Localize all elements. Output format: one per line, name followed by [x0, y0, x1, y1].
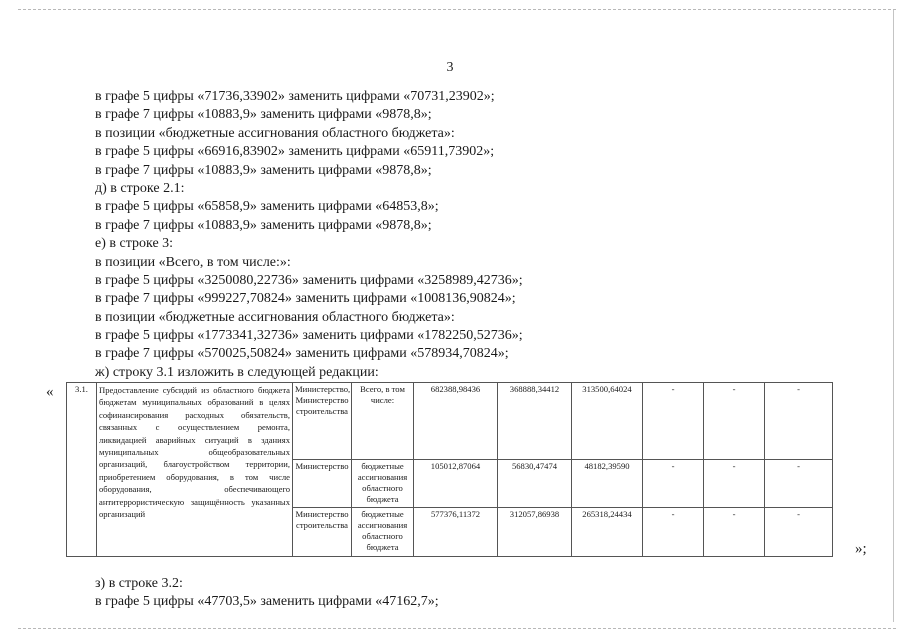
text-line: в позиции «Всего, в том числе:»: [95, 254, 291, 270]
funding-source-cell: Всего, в том числе: [352, 383, 414, 460]
value-cell: - [643, 508, 704, 557]
text-line: в графе 5 цифры «65858,9» заменить цифрами «64853,8»; [95, 199, 439, 215]
executor-cell: Министерство [293, 460, 352, 508]
measure-description-cell: Предоставление субсидий из областного бюджета бюджетам муниципальных образований в целях софинансирования расходных обязательств, связанных с осуществлением ремонта, ликвидацией аварийных ситуаций в зданиях муниципальных общеобразовательных организаций, благоустройством территории, приобретением оборудования, в том числе оборудования, обеспечивающего антитеррористическую защищённость указанных организаций [97, 383, 293, 557]
text-line: в графе 7 цифры «10883,9» заменить цифрами «9878,8»; [95, 162, 432, 178]
value-cell: 312057,86938 [498, 508, 572, 557]
text-line: в графе 7 цифры «570025,50824» заменить цифрами «578934,70824»; [95, 346, 509, 362]
funding-source-cell: бюджетные ассигнования областного бюджета [352, 460, 414, 508]
amendment-text-continued [95, 575, 815, 612]
value-cell: 265318,24434 [572, 508, 643, 557]
page-number: 3 [446, 60, 454, 75]
value-cell: - [765, 460, 833, 508]
total-value-cell: 105012,87064 [414, 460, 498, 508]
value-cell: 368888,34412 [498, 383, 572, 460]
measure-table [66, 382, 833, 557]
text-line: в графе 5 цифры «47703,5» заменить цифрами «47162,7»; [95, 594, 439, 610]
value-cell: - [704, 508, 765, 557]
value-cell: 313500,64024 [572, 383, 643, 460]
closing-quote: »; [855, 541, 867, 557]
table-row [67, 383, 833, 460]
total-value-cell: 577376,11372 [414, 508, 498, 557]
scan-edge-bottom [18, 628, 896, 629]
text-line: в графе 5 цифры «71736,33902» заменить цифрами «70731,23902»; [95, 89, 495, 104]
value-cell: - [704, 383, 765, 460]
text-line: в позиции «бюджетные ассигнования областного бюджета»: [95, 309, 455, 325]
scan-edge-right [893, 10, 894, 622]
executor-cell: Министерство, Министерство строительства [293, 383, 352, 460]
text-line: д) в строке 2.1: [95, 180, 185, 196]
opening-quote: « [46, 384, 54, 400]
scan-edge-top [18, 9, 896, 10]
text-line: в графе 5 цифры «3250080,22736» заменить цифрами «3258989,42736»; [95, 272, 523, 288]
executor-cell: Министерство строительства [293, 508, 352, 557]
text-line: ж) строку 3.1 изложить в следующей редакции: [95, 364, 379, 380]
value-cell: - [704, 460, 765, 508]
value-cell: - [765, 508, 833, 557]
row-number-cell: 3.1. [67, 383, 97, 557]
value-cell: - [643, 460, 704, 508]
text-line: в графе 7 цифры «10883,9» заменить цифрами «9878,8»; [95, 217, 432, 233]
value-cell: 48182,39590 [572, 460, 643, 508]
value-cell: - [643, 383, 704, 460]
text-line: в графе 7 цифры «999227,70824» заменить цифрами «1008136,90824»; [95, 291, 516, 307]
value-cell: 56830,47474 [498, 460, 572, 508]
text-line: з) в строке 3.2: [95, 576, 183, 591]
text-line: в графе 5 цифры «66916,83902» заменить цифрами «65911,73902»; [95, 144, 495, 160]
amendment-text [95, 88, 815, 382]
funding-source-cell: бюджетные ассигнования областного бюджета [352, 508, 414, 557]
total-value-cell: 682388,98436 [414, 383, 498, 460]
text-line: в позиции «бюджетные ассигнования областного бюджета»: [95, 125, 455, 141]
text-line: е) в строке 3: [95, 236, 174, 252]
value-cell: - [765, 383, 833, 460]
text-line: в графе 7 цифры «10883,9» заменить цифрами «9878,8»; [95, 107, 432, 123]
text-line: в графе 5 цифры «1773341,32736» заменить цифрами «1782250,52736»; [95, 328, 523, 344]
